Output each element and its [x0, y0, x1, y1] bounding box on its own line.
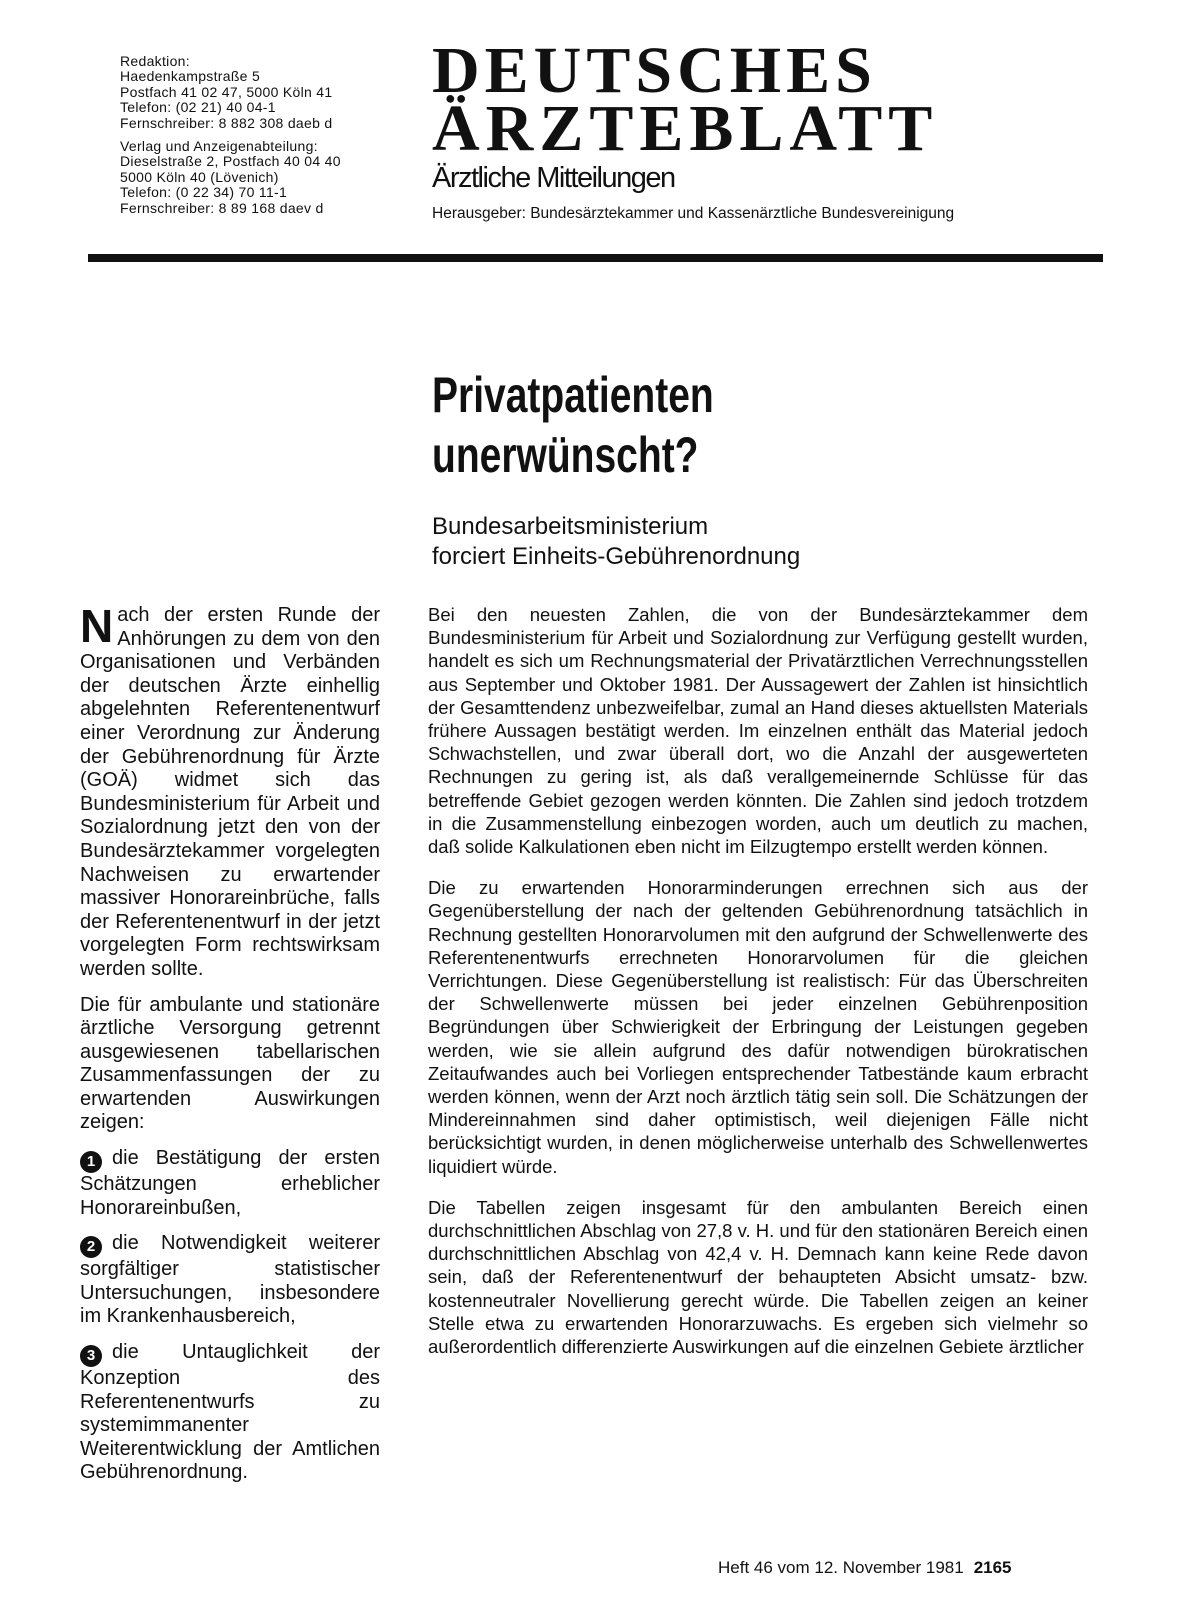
- subhead-line: Bundesarbeitsministerium: [432, 513, 709, 540]
- address-line: Fernschreiber: 8 882 308 daeb d: [120, 114, 333, 131]
- right-column: [428, 603, 1088, 1376]
- left-column: [80, 600, 380, 1497]
- issue-info: Heft 46 vom 12. November 1981: [718, 1558, 964, 1577]
- article-headline: [432, 365, 714, 485]
- address-line: Postfach 41 02 47, 5000 Köln 41: [120, 83, 333, 100]
- list-item: [80, 1232, 380, 1329]
- headline-line: unerwünscht?: [432, 427, 699, 483]
- publisher-address: [120, 139, 390, 216]
- paragraph-text: ach der ersten Runde der Anhörungen zu dem von den Organisationen und Verbänden der deutschen Ärzte einhellig abgelehnten Referentenentwurf einer Verordnung zur Änderung der Gebührenordnung für Ärzte (GOÄ) widmet sich das Bundesministerium für Arbeit und Sozialordnung jetzt den von der Bundesärztekammer vorgelegten Nachweisen zu erwartender massiver Honorareinbrüche, falls der Referentenentwurf in der jetzt vorgelegten Form rechtswirksam werden sollte.: [80, 604, 380, 980]
- address-line: Haedenkampstraße 5: [120, 68, 261, 85]
- address-line: Telefon: (0 22 34) 70 11-1: [120, 184, 288, 201]
- paragraph: Die zu erwartenden Honorarminderungen errechnen sich aus der Gegenüberstellung der nach der geltenden Gebührenordnung tatsächlich in Rechnung gestellten Honorarvolumen mit den aufgrund der Schwellenwerte des Referentenentwurfs errechneten Honorarvolumen für die gleichen Verrichtungen. Diese Gegenüberstellung ist realistisch: Für das Überschreiten der Schwellenwerte müssen bei jeder einzelnen Gebührenposition Begründungen über Schwierigkeit der Erbringung der Leistungen gegeben werden, wie sie allein aufgrund des dafür notwendigen bürokratischen Zeitaufwandes auch bei Vorliegen entsprechender Tatbestände kaum erbracht werden können, wenn der Arzt noch ärztlich tätig sein soll. Die Schätzungen der Mindereinnahmen sind daher optimistisch, weil diejenigen Fälle nicht berücksichtigt wurden, in denen möglicherweise unterhalb des Schwellenwertes liquidiert würde.: [428, 877, 1088, 1177]
- paragraph: Bei den neuesten Zahlen, die von der Bundesärztekammer dem Bundesministerium für Arbeit und Sozialordnung zur Verfügung gestellt wurden, handelt es sich um Rechnungsmaterial der Privatärztlichen Verrechnungsstellen aus September und Oktober 1981. Der Aussagewert der Zahlen ist hinsichtlich der Gesamttendenz unbezweifelbar, zumal an Hand dieses aktuellsten Materials frühere Aussagen bestätigt werden. Im einzelnen enthält das Material jedoch Schwachstellen, und zwar überall dort, wo die Anzahl der ausgewerteten Rechnungen zu gering ist, als daß verallgemeinernde Schlüsse für das betreffende Gebiet gezogen werden könnten. Die Zahlen sind jedoch trotzdem in die Zusammenstellung einbezogen worden, auch um deutlich zu machen, daß solide Kalkulationen eben nicht im Eilzugtempo erstellt werden können.: [428, 604, 1088, 858]
- number-badge-icon: 2: [80, 1236, 102, 1258]
- editorial-address: [120, 54, 390, 131]
- list-item-text: die Bestätigung der ersten Schätzungen erheblicher Honorareinbußen,: [80, 1147, 380, 1219]
- paragraph: Die Tabellen zeigen insgesamt für den ambulanten Bereich einen durchschnittlichen Abschlag von 27,8 v. H. und für den stationären Bereich einen durchschnittlichen Abschlag von 42,4 v. H. Demnach kann keine Rede davon sein, daß der Referentenentwurf der behaupteten Absicht umsatz- bzw. kostenneutraler Novellierung gerecht würde. Die Tabellen zeigen an keiner Stelle etwa zu erwartenden Honorarzuwachs. Es ergeben sich vielmehr so außerordentlich differenzierte Auswirkungen auf die einzelnen Gebiete ärztlicher: [428, 1196, 1088, 1358]
- address-line: Redaktion:: [120, 53, 190, 69]
- address-line: Telefon: (02 21) 40 04-1: [120, 99, 276, 116]
- intro-paragraph: [80, 600, 380, 982]
- drop-cap: N: [80, 600, 114, 652]
- headline-line: Privatpatienten: [432, 367, 714, 423]
- address-line: 5000 Köln 40 (Lövenich): [120, 168, 279, 185]
- list-item-text: die Notwendigkeit weiterer sorgfältiger statistischer Untersuchungen, insbesondere im Krankenhausbereich,: [80, 1232, 380, 1328]
- address-line: Verlag und Anzeigenabteilung:: [120, 138, 318, 155]
- list-item-text: die Untauglichkeit der Konzeption des Referentenentwurfs zu systemimmanenter Weiterentwicklung der Amtlichen Gebührenordnung.: [80, 1341, 380, 1484]
- masthead-subtitle: Ärztliche Mitteilungen: [432, 162, 675, 194]
- article-subhead: [432, 512, 800, 572]
- subhead-line: forciert Einheits-Gebührenordnung: [432, 543, 801, 570]
- address-block: [120, 54, 390, 216]
- header-rule: [88, 254, 1103, 262]
- address-line: Dieselstraße 2, Postfach 40 04 40: [120, 153, 341, 170]
- masthead-publisher: Herausgeber: Bundesärztekammer und Kassenärztliche Bundesvereinigung: [432, 205, 955, 222]
- list-item: [80, 1341, 380, 1485]
- masthead: [432, 34, 1102, 223]
- list-item: [80, 1147, 380, 1220]
- masthead-title-line2: ÄRZTEBLATT: [432, 92, 939, 165]
- paragraph: Die für ambulante und stationäre ärztliche Versorgung getrennt ausgewiesenen tabellarischen Zusammenfassungen der zu erwartenden Auswirkungen zeigen:: [80, 993, 380, 1134]
- number-badge-icon: 1: [80, 1151, 102, 1173]
- masthead-title-line1: DEUTSCHES: [432, 34, 877, 107]
- page-number: 2165: [973, 1558, 1012, 1577]
- page-footer: [718, 1558, 1012, 1578]
- address-line: Fernschreiber: 8 89 168 daev d: [120, 199, 324, 216]
- number-badge-icon: 3: [80, 1345, 102, 1367]
